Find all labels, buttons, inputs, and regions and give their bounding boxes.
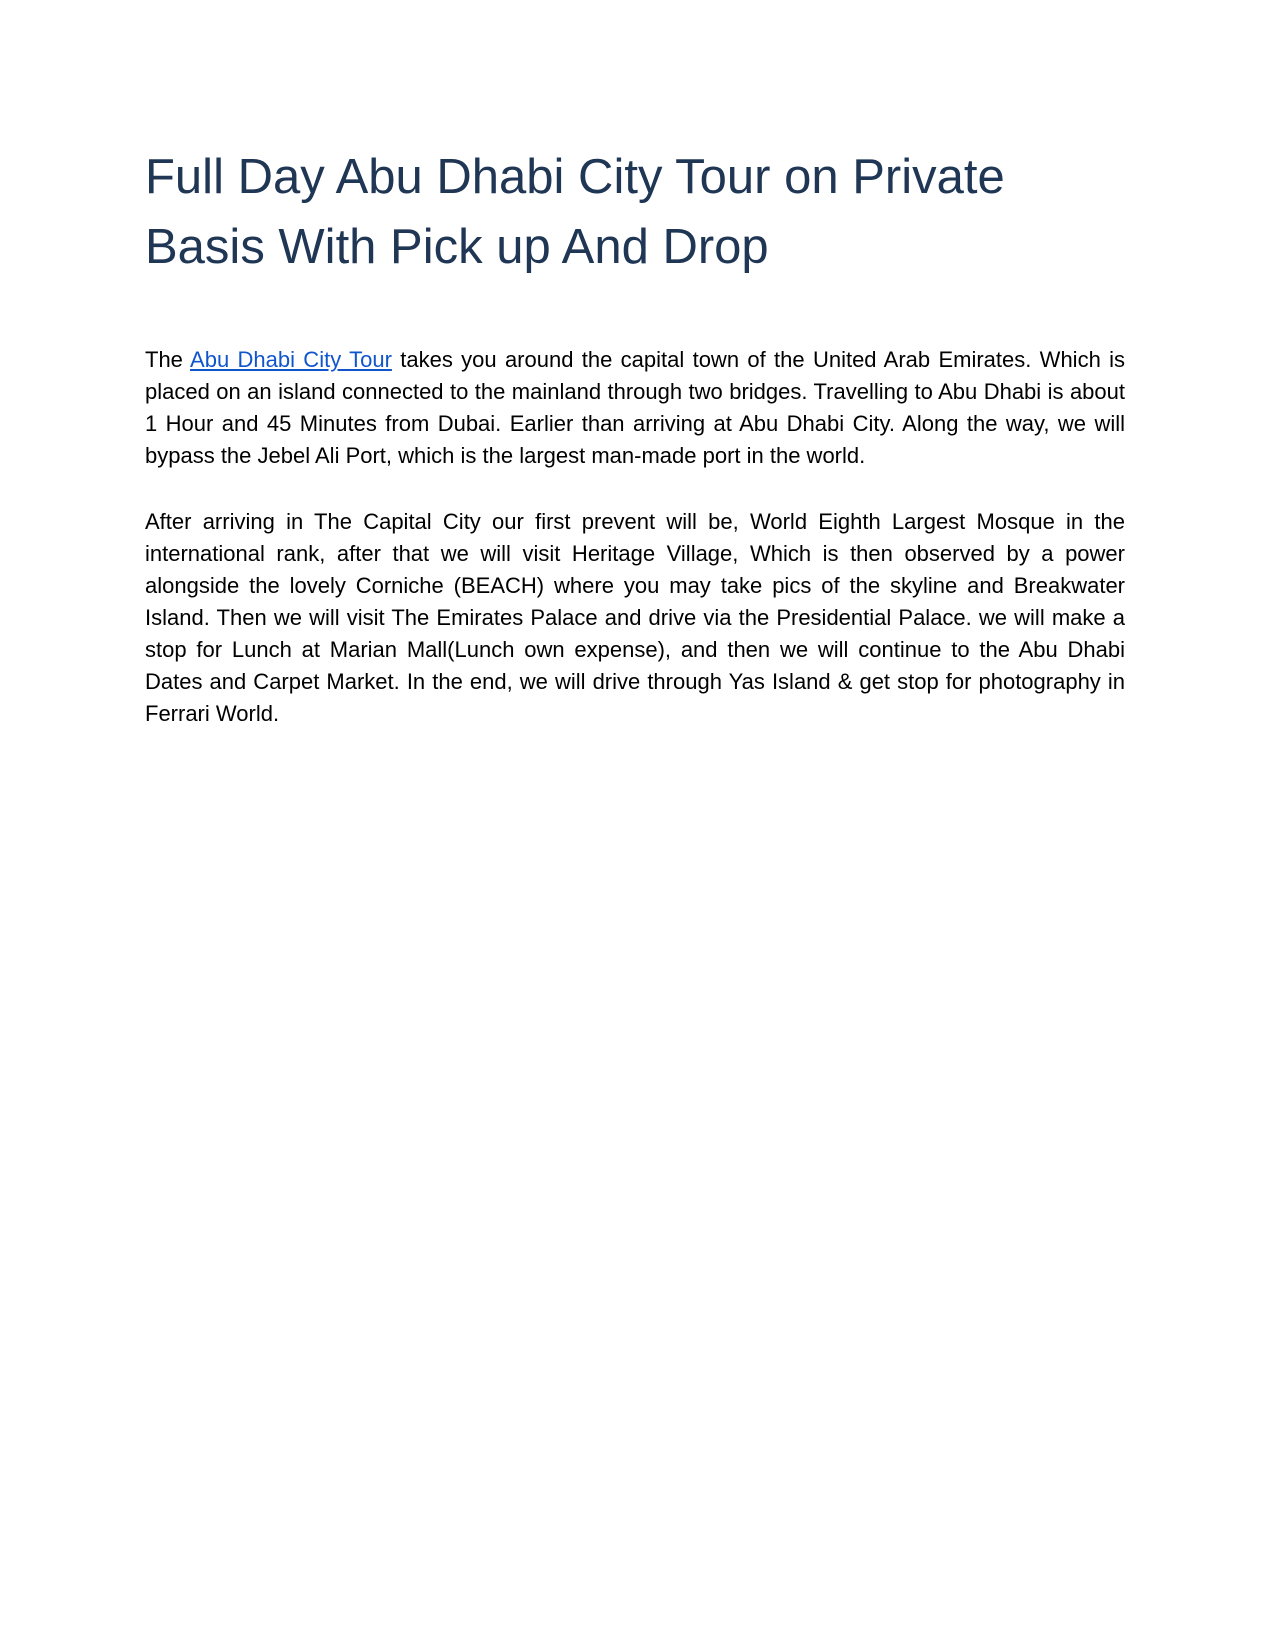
paragraph-intro [145, 344, 1125, 472]
paragraph-intro-rest: takes you around the capital town of the United Arab Emirates. Which is placed on an island connected to the mainland through two bridges. Travelling to Abu Dhabi is about 1 Hour and 45 Minutes from Dubai. Earlier than arriving at Abu Dhabi City. Along the way, we will bypass the Jebel Ali Port, which is the largest man-made port in the world. [145, 347, 1126, 468]
abu-dhabi-city-tour-link[interactable]: Abu Dhabi City Tour [190, 347, 392, 372]
paragraph-details: After arriving in The Capital City our first prevent will be, World Eighth Largest Mosque in the international rank, after that we will visit Heritage Village, Which is then observed by a power alongside the lovely Corniche (BEACH) where you may take pics of the skyline and Breakwater Island. Then we will visit The Emirates Palace and drive via the Presidential Palace. we will make a stop for Lunch at Marian Mall(Lunch own expense), and then we will continue to the Abu Dhabi Dates and Carpet Market. In the end, we will drive through Yas Island & get stop for photography in Ferrari World. [145, 509, 1125, 726]
document-title: Full Day Abu Dhabi City Tour on Private Basis With Pick up And Drop [145, 150, 1005, 274]
paragraph-intro-lead: The [145, 347, 191, 372]
